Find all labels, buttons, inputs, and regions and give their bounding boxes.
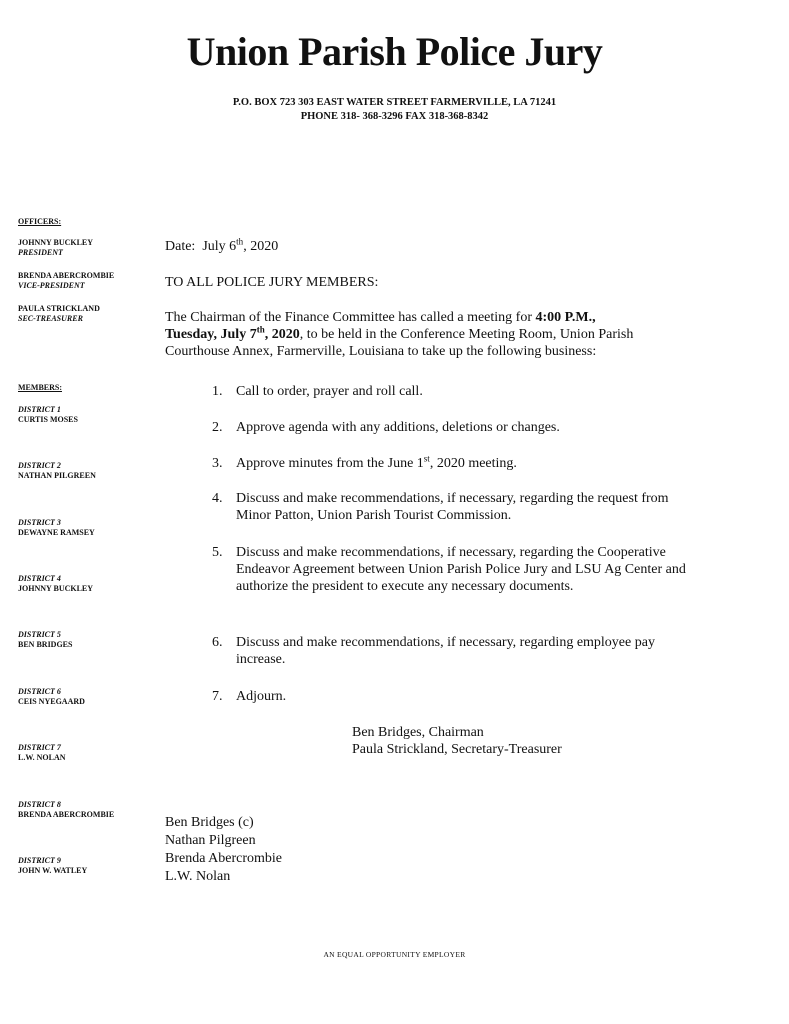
meeting-day-year: , 2020 [264, 327, 300, 342]
agenda-item [212, 455, 706, 472]
district-label: DISTRICT 8 [18, 800, 61, 809]
agenda-text: Discuss and make recommendations, if necessary, regarding the Cooperative Endeavor Agreement between Union Parish Police Jury and LSU Ag Center and authorize the president to execute any necessary documents. [236, 545, 686, 594]
intro-text: , to be held in the Conference Meeting Room, Union Parish [299, 327, 634, 342]
meeting-day [165, 324, 300, 342]
footer-statement: AN EQUAL OPPORTUNITY EMPLOYER [323, 950, 466, 959]
agenda-text: Call to order, prayer and roll call. [236, 384, 423, 399]
signature-secretary: Paula Strickland, Secretary-Treasurer [352, 742, 562, 757]
district-label: DISTRICT 7 [18, 743, 61, 752]
intro-line-3: Courthouse Annex, Farmerville, Louisiana to take up the following business: [165, 344, 597, 359]
district-entry [18, 630, 72, 650]
date-suffix: th [236, 236, 244, 247]
agenda-number: 5. [212, 545, 223, 560]
intro-line-1 [165, 309, 725, 326]
agenda-item [212, 490, 706, 524]
officer-vice-president [18, 271, 114, 291]
district-member: NATHAN PILGREEN [18, 471, 96, 480]
agenda-number: 7. [212, 689, 223, 704]
agenda-number: 4. [212, 491, 223, 506]
officer-name: JOHNNY BUCKLEY [18, 238, 94, 247]
district-member: BEN BRIDGES [18, 640, 73, 649]
salutation: TO ALL POLICE JURY MEMBERS: [165, 275, 379, 290]
meeting-day-suffix: th [256, 324, 265, 335]
agenda-text: Discuss and make recommendations, if necessary, regarding the request from Minor Patton, Union Parish Tourist Commission. [236, 491, 669, 523]
district-entry [18, 743, 66, 763]
district-member: DEWAYNE RAMSEY [18, 528, 95, 537]
officer-role: VICE-PRESIDENT [18, 281, 85, 290]
date-year: , 2020 [243, 239, 279, 254]
signature-chairman: Ben Bridges, Chairman [352, 725, 484, 740]
officer-president [18, 238, 93, 258]
agenda-item [212, 419, 706, 436]
district-label: DISTRICT 9 [18, 856, 61, 865]
district-member: L.W. NOLAN [18, 753, 66, 762]
district-entry [18, 856, 87, 876]
cc-recipient: Ben Bridges (c) [165, 815, 254, 830]
intro-line-2 [165, 326, 725, 343]
agenda-number: 1. [212, 384, 223, 399]
agenda-item [212, 544, 706, 595]
date-value: July 6 [202, 239, 237, 254]
agenda-text-suffix: st [423, 453, 430, 464]
meeting-time: 4:00 P.M., [535, 310, 596, 325]
officer-name: BRENDA ABERCROMBIE [18, 271, 115, 280]
date-label: Date: [165, 239, 196, 254]
district-label: DISTRICT 6 [18, 687, 61, 696]
officers-heading: OFFICERS: [18, 217, 62, 226]
organization-title: Union Parish Police Jury [186, 29, 603, 74]
district-member: BRENDA ABERCROMBIE [18, 810, 115, 819]
agenda-text [236, 455, 706, 472]
district-member: CURTIS MOSES [18, 415, 78, 424]
address-line: P.O. BOX 723 303 EAST WATER STREET FARMERVILLE, LA 71241 [232, 97, 557, 108]
agenda-number: 2. [212, 420, 223, 435]
agenda-text: Adjourn. [236, 689, 287, 704]
cc-recipient: Nathan Pilgreen [165, 833, 256, 848]
intro-paragraph [165, 309, 725, 360]
district-entry [18, 461, 96, 481]
agenda-item [212, 383, 706, 400]
cc-recipient: L.W. Nolan [165, 869, 231, 884]
district-entry [18, 574, 93, 594]
agenda-text: Discuss and make recommendations, if necessary, regarding employee pay increase. [236, 635, 655, 667]
district-member: JOHNNY BUCKLEY [18, 584, 94, 593]
phone-fax-line: PHONE 318- 368-3296 FAX 318-368-8342 [300, 111, 489, 122]
agenda-number: 3. [212, 456, 223, 471]
agenda-text: Approve agenda with any additions, deletions or changes. [236, 420, 560, 435]
officer-role: SEC-TREASURER [18, 314, 83, 323]
district-member: JOHN W. WATLEY [18, 866, 88, 875]
district-member: CEIS NYEGAARD [18, 697, 85, 706]
members-heading: MEMBERS: [18, 383, 62, 392]
agenda-item [212, 634, 706, 668]
officer-role: PRESIDENT [18, 248, 63, 257]
district-label: DISTRICT 4 [18, 574, 61, 583]
agenda-number: 6. [212, 635, 223, 650]
district-entry [18, 800, 114, 820]
district-label: DISTRICT 3 [18, 518, 61, 527]
district-label: DISTRICT 1 [18, 405, 61, 414]
district-entry [18, 518, 95, 538]
cc-recipient: Brenda Abercrombie [165, 851, 283, 866]
letter-date [165, 238, 278, 255]
agenda-text-part: , 2020 meeting. [429, 456, 517, 471]
agenda-text-part: Approve minutes from the June 1 [236, 456, 424, 471]
district-label: DISTRICT 5 [18, 630, 61, 639]
intro-text: The Chairman of the Finance Committee has called a meeting for [165, 310, 536, 325]
district-entry [18, 687, 85, 707]
officer-sec-treasurer [18, 304, 100, 324]
agenda-item [212, 688, 706, 705]
officer-name: PAULA STRICKLAND [18, 304, 100, 313]
meeting-day-text: Tuesday, July 7 [165, 327, 257, 342]
district-label: DISTRICT 2 [18, 461, 61, 470]
district-entry [18, 405, 78, 425]
